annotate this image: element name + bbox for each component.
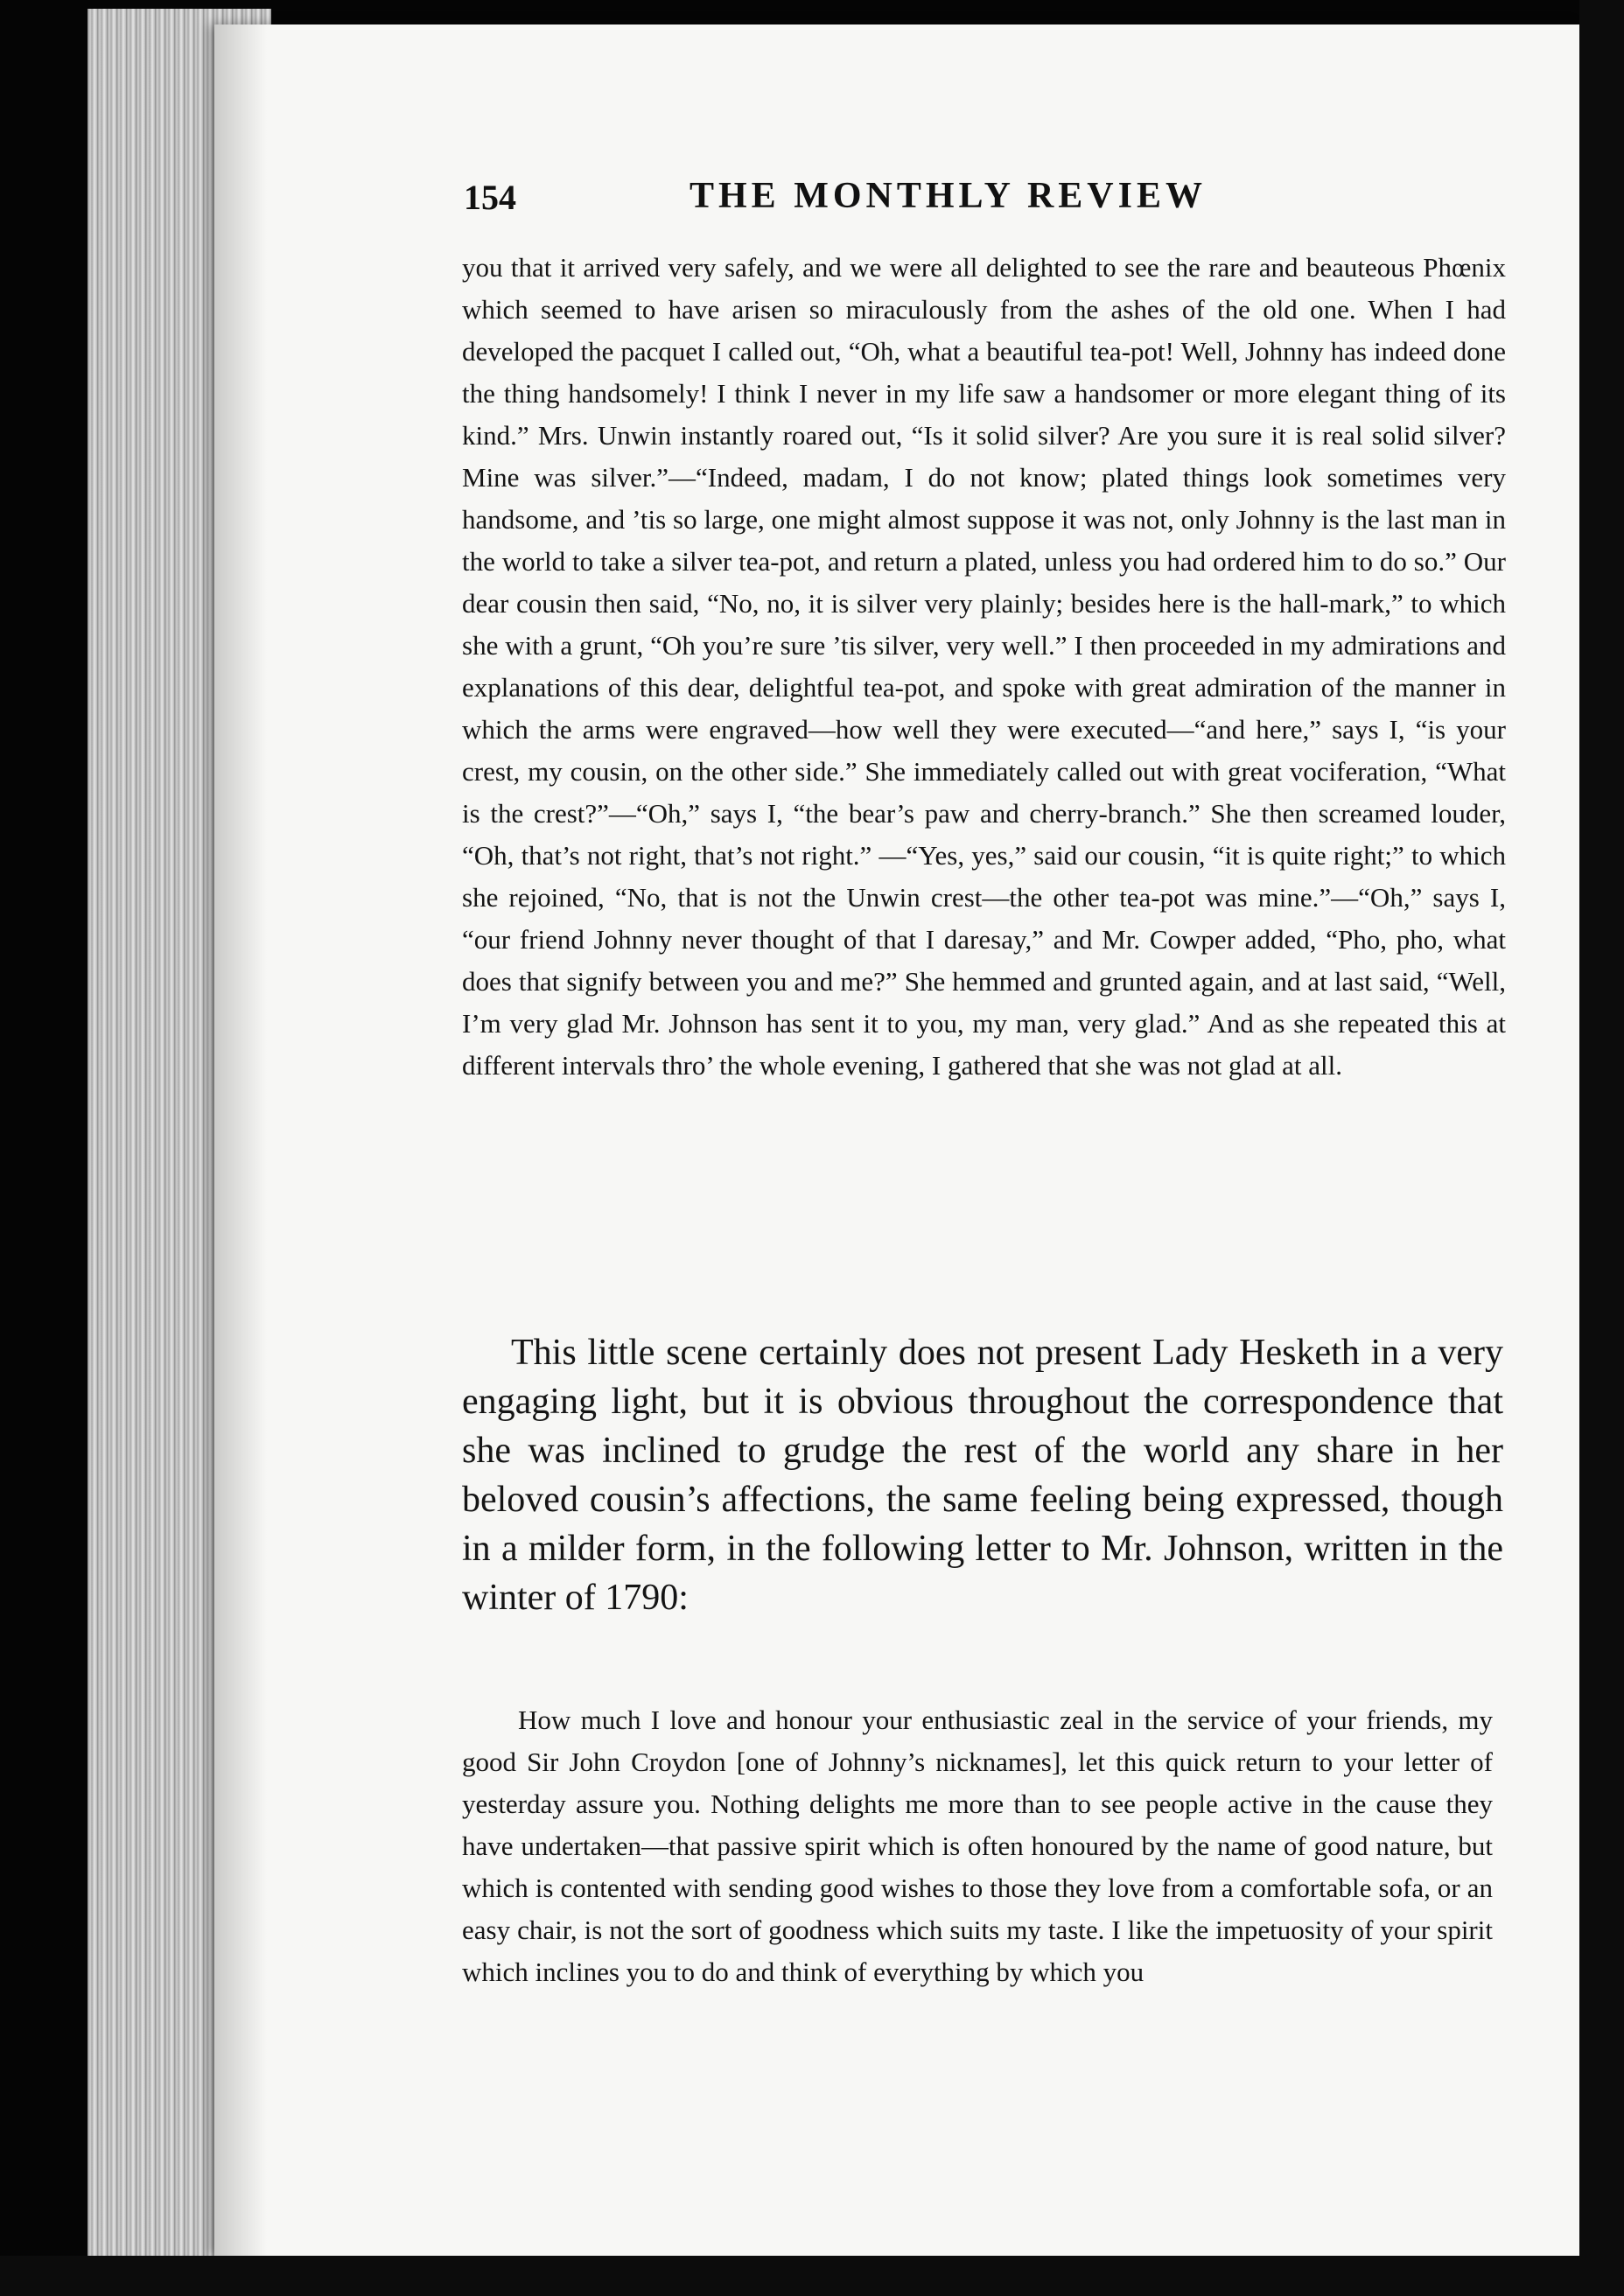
journal-title: THE MONTHLY REVIEW bbox=[690, 176, 1207, 216]
scan-bottom-edge bbox=[0, 2256, 1624, 2296]
letter-excerpt bbox=[462, 247, 1506, 1087]
running-head bbox=[464, 175, 1522, 228]
quoted-letter bbox=[462, 1699, 1493, 1993]
quoted-letter-paragraph: How much I love and honour your enthusiastic zeal in the service of your friends, my good Sir John Croydon [one of Johnny’s nicknames], let this quick return to your letter of yesterday assure you. Nothing delights me more than to see people active in the cause they have undertaken—that passive spirit which is often honoured by the name of good nature, but which is contented with sending good wishes to those they love from a comfortable sofa, or an easy chair, is not the sort of goodness which suits my taste. I like the impetuosity of your spirit which inclines you to do and think of everything by which you bbox=[462, 1704, 1493, 1987]
page-number: 154 bbox=[464, 178, 516, 217]
scan-right-edge bbox=[1579, 0, 1624, 2296]
commentary bbox=[462, 1328, 1503, 1622]
gutter-shadow bbox=[214, 24, 267, 2256]
commentary-paragraph: This little scene certainly does not present Lady Hesketh in a very engaging light, but it is obvious throughout the correspondence that she was inclined to grudge the rest of the world any share in her beloved cousin’s affections, the same feeling being expressed, though in a milder form, in the following letter to Mr. Johnson, written in the winter of 1790: bbox=[462, 1333, 1503, 1618]
letter-paragraph: you that it arrived very safely, and we were all delighted to see the rare and beauteous Phœnix which seemed to have arisen so miraculously from the ashes of the old one. When I had developed the pacquet I called out, “Oh, what a beautiful tea-pot! Well, Johnny has indeed done the thing handsomely! I think I never in my life saw a handsomer or more elegant thing of its kind.” Mrs. Unwin instantly roared out, “Is it solid silver? Are you sure it is real solid silver? Mine was silver.”—“Indeed, madam, I do not know; plated things look sometimes very handsome, and ’tis so large, one might almost suppose it was not, only Johnny is the last man in the world to take a silver tea-pot, and return a plated, unless you had ordered him to do so.” Our dear cousin then said, “No, no, it is silver very plainly; besides here is the hall-mark,” to which she with a grunt, “Oh you’re sure ’tis silver, very well.” I then proceeded in my admirations and explanations of this dear, delightful tea-pot, and spoke with great admiration of the manner in which the arms were engraved—how well they were executed—“and here,” says I, “is your crest, my cousin, on the other side.” She immediately called out with great vociferation, “What is the crest?”—“Oh,” says I, “the bear’s paw and cherry-branch.” She then screamed louder, “Oh, that’s not right, that’s not right.” —“Yes, yes,” said our cousin, “it is quite right;” to which she rejoined, “No, that is not the Unwin crest—the other tea-pot was mine.”—“Oh,” says I, “our friend Johnny never thought of that I daresay,” and Mr. Cowper added, “Pho, pho, what does that signify between you and me?” She hemmed and grunted again, and at last said, “Well, I’m very glad Mr. Johnson has sent it to you, my man, very glad.” And as she repeated this at different intervals thro’ the whole evening, I gathered that she was not glad at all. bbox=[462, 252, 1506, 1081]
